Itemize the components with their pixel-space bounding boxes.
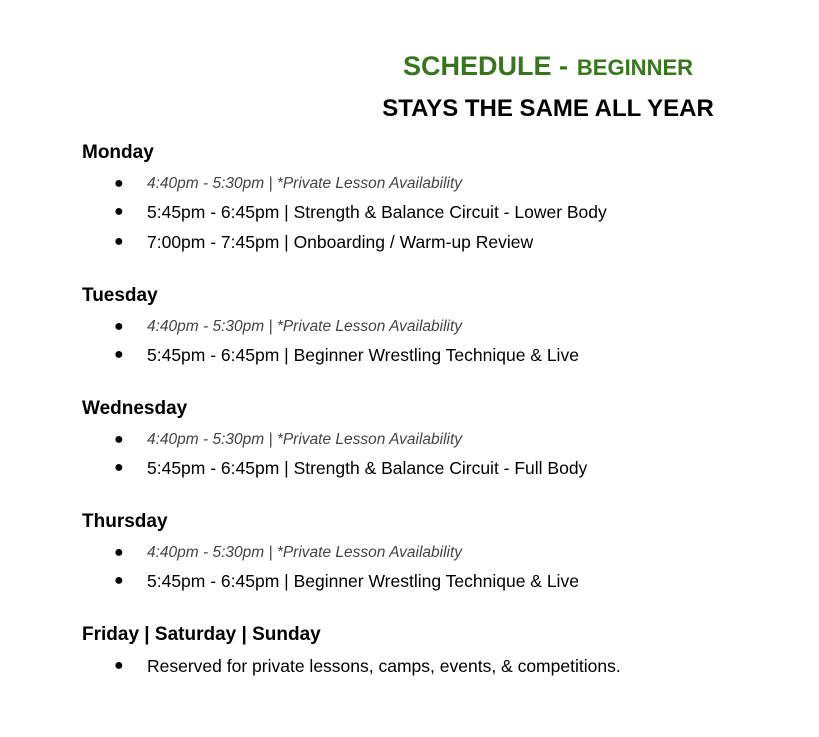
session-text: 5:45pm - 6:45pm | Strength & Balance Circuit - Lower Body: [147, 202, 607, 222]
day-heading: Wednesday: [82, 398, 188, 419]
bullet-icon: ●: [114, 318, 124, 335]
session-list: [82, 173, 782, 261]
schedule-subtitle: STAYS THE SAME ALL YEAR: [382, 95, 714, 122]
private-lesson-item: [82, 316, 782, 344]
bullet-icon: ●: [114, 431, 124, 448]
session-text: 5:45pm - 6:45pm | Beginner Wrestling Technique & Live: [147, 345, 579, 365]
session-item: [82, 457, 782, 487]
session-text: 4:40pm - 5:30pm | *Private Lesson Availability: [147, 318, 463, 335]
session-list: [82, 429, 782, 487]
day-heading: Friday | Saturday | Sunday: [82, 624, 321, 645]
session-list: [82, 316, 782, 374]
session-list: [82, 655, 782, 685]
bullet-icon: ●: [114, 544, 124, 561]
session-list: [82, 542, 782, 600]
day-section: [82, 398, 782, 487]
session-text: 7:00pm - 7:45pm | Onboarding / Warm-up Review: [147, 232, 534, 252]
private-lesson-item: [82, 429, 782, 457]
bullet-icon: ●: [114, 459, 124, 476]
session-text: Reserved for private lessons, camps, events, & competitions.: [147, 656, 621, 676]
session-item: [82, 570, 782, 600]
session-text: 4:40pm - 5:30pm | *Private Lesson Availability: [147, 175, 463, 192]
private-lesson-item: [82, 173, 782, 201]
session-item: [82, 344, 782, 374]
bullet-icon: ●: [114, 572, 124, 589]
day-section: [82, 624, 782, 685]
bullet-icon: ●: [114, 346, 124, 363]
schedule-title: [0, 46, 819, 83]
session-text: 5:45pm - 6:45pm | Beginner Wrestling Technique & Live: [147, 571, 579, 591]
day-heading: Thursday: [82, 511, 168, 532]
schedule-days: [82, 142, 782, 709]
day-section: [82, 285, 782, 374]
session-text: 5:45pm - 6:45pm | Strength & Balance Circuit - Full Body: [147, 458, 588, 478]
day-heading: Monday: [82, 142, 154, 163]
title-main: SCHEDULE -: [402, 51, 568, 81]
session-text: 4:40pm - 5:30pm | *Private Lesson Availability: [147, 544, 463, 561]
bullet-icon: ●: [114, 657, 124, 674]
session-item: [82, 201, 782, 231]
session-item: [82, 231, 782, 261]
bullet-icon: ●: [114, 175, 124, 192]
session-item: [82, 655, 782, 685]
bullet-icon: ●: [114, 233, 124, 250]
session-text: 4:40pm - 5:30pm | *Private Lesson Availability: [147, 431, 463, 448]
day-heading: Tuesday: [82, 285, 158, 306]
title-level: BEGINNER: [576, 55, 694, 80]
day-section: [82, 511, 782, 600]
bullet-icon: ●: [114, 203, 124, 220]
day-section: [82, 142, 782, 261]
private-lesson-item: [82, 542, 782, 570]
